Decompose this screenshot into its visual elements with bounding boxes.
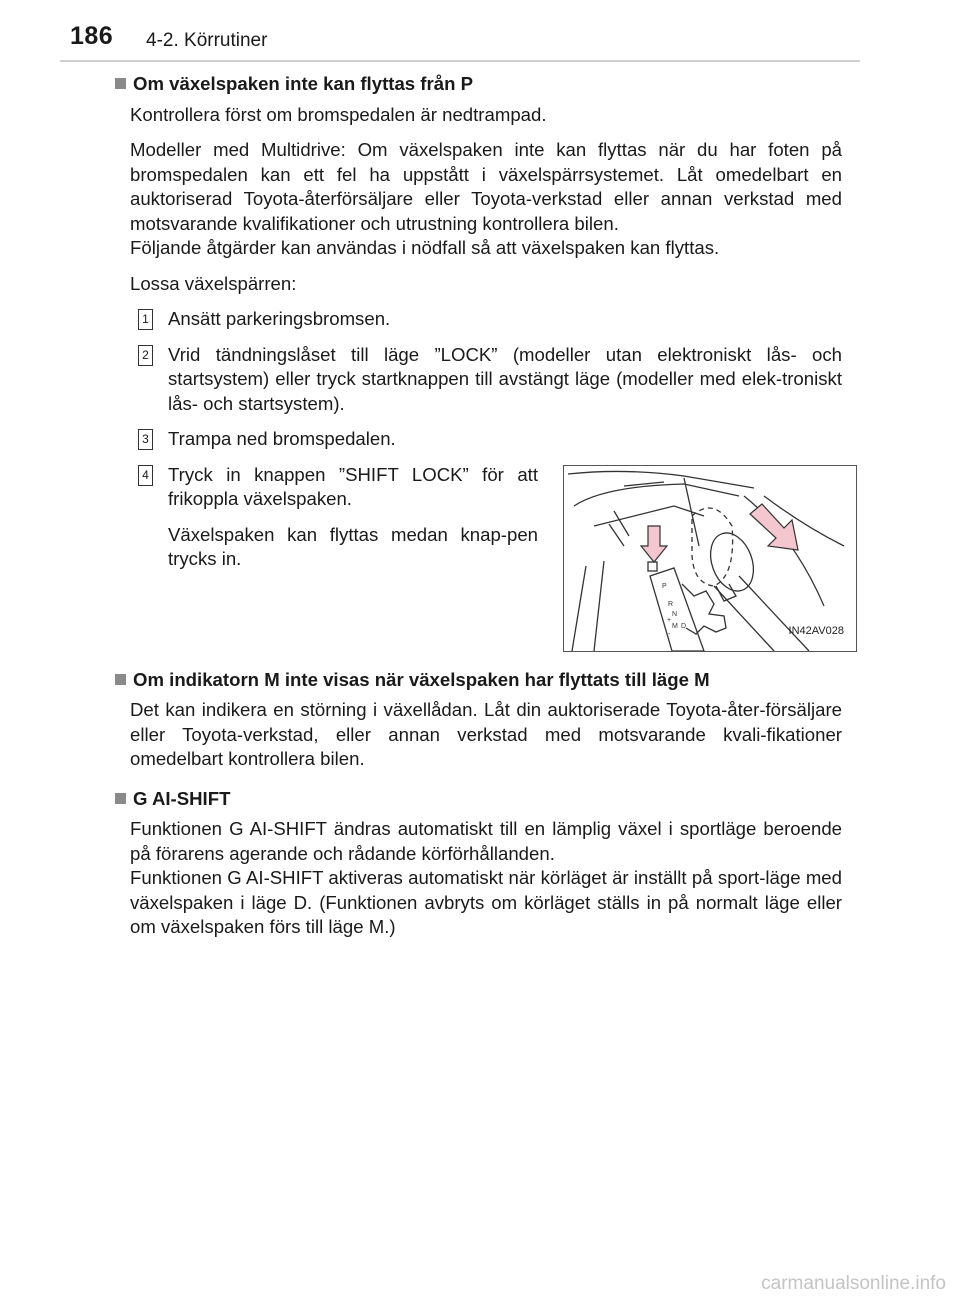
paragraph: Kontrollera först om bromspedalen är nedtrampad. <box>130 103 547 125</box>
paragraph: Modeller med Multidrive: Om växelspaken inte kan flyttas när du har foten på bromspedalen kan ett fel ha uppstått i växelspärrsystemet. Låt omedelbart en auktoriserad Toyota-återförsäljare eller Toyota-verkstad eller annan verkstad med motsvarande kvalifikationer och utrustning kontrollera bilen. <box>130 139 842 234</box>
section-heading-m-indicator <box>111 668 842 693</box>
paragraph: Lossa växelspärren: <box>130 272 297 294</box>
step-number-badge: 4 <box>138 465 153 486</box>
paragraph: Följande åtgärder kan användas i nödfall så att växelspaken kan flyttas. <box>130 237 720 258</box>
step-text: Ansätt parkeringsbromsen. <box>168 308 391 329</box>
paragraph: Funktionen G AI-SHIFT ändras automatiskt till en lämplig växel i sportläge beroende på förarens agerande och rådande körförhållanden. <box>130 818 842 864</box>
heading-text: Om växelspaken inte kan flyttas från P <box>133 73 473 94</box>
step-4 <box>130 463 842 653</box>
gate-label-minus: - <box>668 630 671 638</box>
step-text: Tryck in knappen ”SHIFT LOCK” för att frikoppla växelspaken. <box>168 463 538 509</box>
square-bullet-icon <box>115 793 126 804</box>
gate-label-n: N <box>672 610 678 618</box>
shift-lock-illustration <box>563 465 857 652</box>
step-text: Trampa ned bromspedalen. <box>168 428 396 449</box>
gate-label-r: R <box>668 600 674 608</box>
step-subtext: Växelspaken kan flyttas medan knap-pen trycks in. <box>168 523 538 569</box>
paragraph: Funktionen G AI-SHIFT aktiveras automatiskt när körläget är inställt på sport-läge med växelspaken i läge D. (Funktionen avbryts om körläget ställs in på normalt läge eller om växelspaken förs till läge M.) <box>130 867 842 937</box>
gate-label-plus: + <box>667 616 672 624</box>
section-heading-g-ai-shift <box>111 787 842 812</box>
step-number-badge: 1 <box>138 309 153 330</box>
gate-label-p: P <box>662 582 667 590</box>
page-content <box>111 72 842 940</box>
page-number: 186 <box>70 22 114 50</box>
step-number-badge: 3 <box>138 429 153 450</box>
move-lever-arrow-icon <box>750 504 798 550</box>
gate-label-m: M <box>672 622 678 630</box>
heading-text: Om indikatorn M inte visas när växelspaken har flyttats till läge M <box>133 668 710 690</box>
press-arrow-icon <box>641 526 667 562</box>
paragraph: Det kan indikera en störning i växellådan. Låt din auktoriserade Toyota-åter-försäljare eller Toyota-verkstad, eller annan verkstad med motsvarande kvali-fikationer omedelbart kontrollera bilen. <box>130 699 842 769</box>
gate-label-d: D <box>681 622 687 630</box>
figure-code: IN42AV028 <box>788 625 844 637</box>
square-bullet-icon <box>115 78 126 89</box>
step-2 <box>130 343 842 417</box>
section-heading-shift-from-p <box>111 72 842 97</box>
step-number-badge: 2 <box>138 345 153 366</box>
step-text: Vrid tändningslåset till läge ”LOCK” (modeller utan elektroniskt lås- och startsystem) eller tryck startknappen till avstängt läge (modeller med elek-troniskt lås- och startsystem). <box>168 343 842 414</box>
header-divider <box>60 60 860 62</box>
heading-text: G AI-SHIFT <box>133 787 231 809</box>
watermark: carmanualsonline.info <box>761 1273 946 1294</box>
step-3 <box>130 427 842 452</box>
square-bullet-icon <box>115 674 126 685</box>
step-1 <box>130 307 842 332</box>
section-title: 4-2. Körrutiner <box>146 30 268 51</box>
